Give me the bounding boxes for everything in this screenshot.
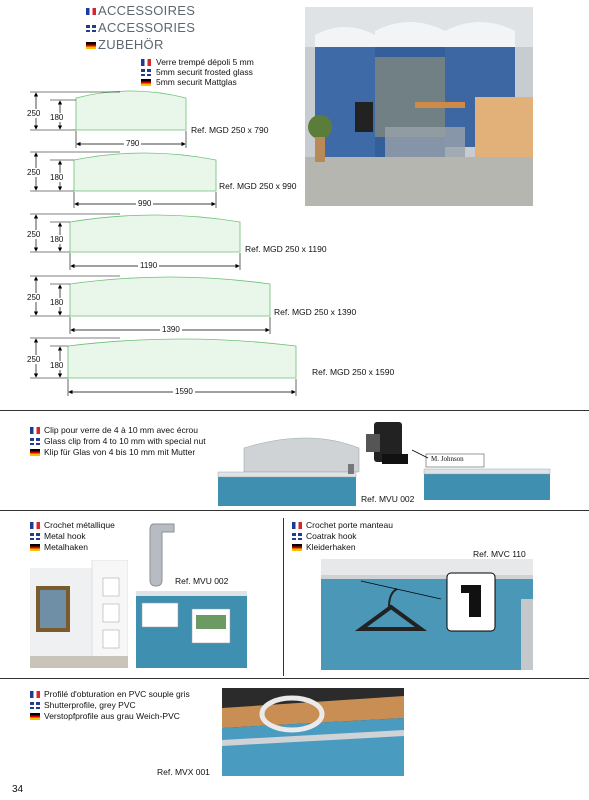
uk-flag-icon — [30, 702, 40, 709]
glass-clip-illustration — [214, 414, 559, 506]
page-number: 34 — [12, 784, 24, 795]
coat-hook-en: Coatrak hook — [306, 531, 357, 541]
coat-hook-fr: Crochet porte manteau — [306, 520, 393, 530]
ref-mvc-110: Ref. MVC 110 — [473, 549, 526, 559]
height-outer-label: 250 — [27, 230, 41, 239]
height-outer-label: 250 — [27, 168, 41, 177]
height-inner-label: 180 — [50, 113, 64, 122]
uk-flag-icon — [86, 25, 96, 32]
divider — [0, 678, 589, 679]
shutter-en: Shutterprofile, grey PVC — [44, 700, 136, 710]
name-tag-text: M. Johnson — [431, 455, 464, 463]
coat-hook-de: Kleiderhaken — [306, 542, 356, 552]
height-inner-label: 180 — [50, 298, 64, 307]
height-outer-label: 250 — [27, 109, 41, 118]
french-flag-icon — [141, 59, 151, 66]
metal-hook-de: Metalhaken — [44, 542, 88, 552]
german-flag-icon — [30, 544, 40, 551]
german-flag-icon — [30, 713, 40, 720]
ref-mvx-001: Ref. MVX 001 — [157, 767, 210, 777]
glass-panel-1390 — [30, 276, 270, 334]
title-en: ACCESSORIES — [98, 20, 196, 35]
ref-mvu-002-clip: Ref. MVU 002 — [361, 494, 415, 504]
german-flag-icon — [292, 544, 302, 551]
glass-desc-de: 5mm securit Mattglas — [156, 77, 237, 87]
shutter-profile-photo — [222, 688, 404, 776]
width-label-1590: 1590 — [175, 387, 193, 396]
ref-mgd-1590: Ref. MGD 250 x 1590 — [312, 367, 395, 377]
metal-hook-en: Metal hook — [44, 531, 86, 541]
uk-flag-icon — [141, 69, 151, 76]
vertical-divider — [283, 518, 284, 676]
height-outer-label: 250 — [27, 355, 41, 364]
height-inner-label: 180 — [50, 235, 64, 244]
clip-desc-fr: Clip pour verre de 4 à 10 mm avec écrou — [44, 425, 199, 435]
ref-mgd-1390: Ref. MGD 250 x 1390 — [274, 307, 357, 317]
divider — [0, 510, 589, 511]
uk-flag-icon — [30, 533, 40, 540]
clip-desc-de: Klip für Glas von 4 bis 10 mm mit Mutter — [44, 447, 196, 457]
height-inner-label: 180 — [50, 361, 64, 370]
height-inner-label: 180 — [50, 173, 64, 182]
french-flag-icon — [86, 8, 96, 15]
german-flag-icon — [86, 42, 96, 49]
shutter-fr: Profilé d'obturation en PVC souple gris — [44, 689, 190, 699]
shutter-de: Verstopfprofile aus grau Weich-PVC — [44, 711, 180, 721]
german-flag-icon — [30, 449, 40, 456]
ref-mvu-002-hook: Ref. MVU 002 — [175, 576, 229, 586]
ref-mgd-1190: Ref. MGD 250 x 1190 — [245, 244, 327, 254]
width-label-1190: 1190 — [140, 261, 158, 270]
divider — [0, 410, 589, 411]
picture-hook-photo — [30, 560, 128, 668]
ref-mgd-990: Ref. MGD 250 x 990 — [219, 181, 297, 191]
width-label-790: 790 — [126, 139, 140, 148]
glass-desc-fr: Verre trempé dépoli 5 mm — [156, 57, 254, 67]
french-flag-icon — [292, 522, 302, 529]
metal-hook-fr: Crochet métallique — [44, 520, 115, 530]
height-outer-label: 250 — [27, 293, 41, 302]
uk-flag-icon — [30, 438, 40, 445]
width-label-1390: 1390 — [162, 325, 180, 334]
width-label-990: 990 — [138, 199, 152, 208]
title-de: ZUBEHÖR — [98, 37, 164, 52]
glass-desc-en: 5mm securit frosted glass — [156, 67, 253, 77]
hook-panel-photo — [136, 591, 247, 668]
ref-mgd-790: Ref. MGD 250 x 790 — [191, 125, 269, 135]
clip-desc-en: Glass clip from 4 to 10 mm with special nut — [44, 436, 206, 446]
glass-panel-1590 — [30, 338, 296, 396]
french-flag-icon — [30, 427, 40, 434]
office-partition-photo — [305, 7, 533, 206]
uk-flag-icon — [292, 533, 302, 540]
title-fr: ACCESSOIRES — [98, 3, 196, 18]
french-flag-icon — [30, 522, 40, 529]
french-flag-icon — [30, 691, 40, 698]
coat-hook-photo — [321, 559, 533, 670]
